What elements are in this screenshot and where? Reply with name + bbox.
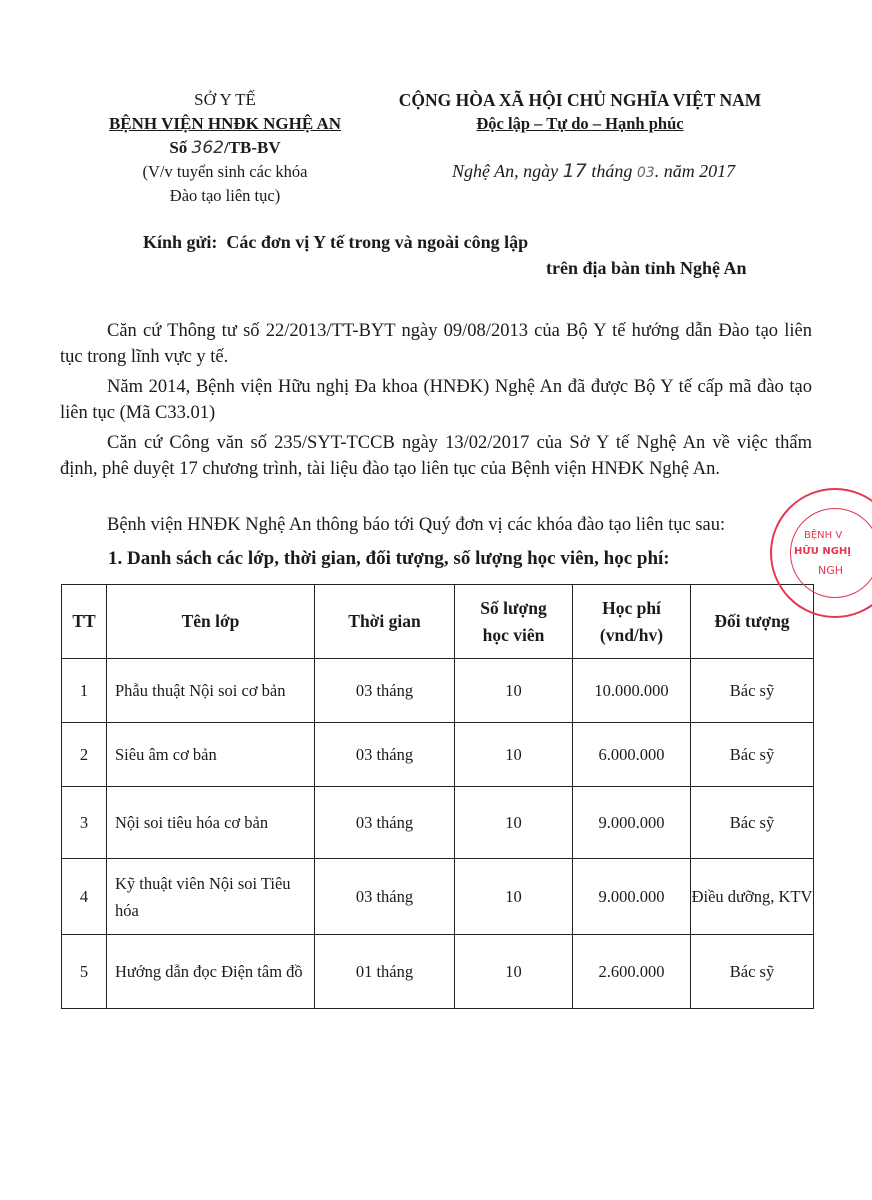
date-year: năm 2017 xyxy=(663,161,736,181)
number-handwritten: 362 xyxy=(191,138,224,158)
date-place: Nghệ An, ngày xyxy=(452,161,559,181)
header-left xyxy=(60,88,390,208)
recipient-line-2: trên địa bàn tỉnh Nghệ An xyxy=(546,258,747,278)
paragraph-official-letter: Căn cứ Công văn số 235/SYT-TCCB ngày 13/02/2017 của Sở Y tế Nghệ An về việc thẩm định, phê duyệt 17 chương trình, tài liệu đào tạo liên tục của Bệnh viện HNĐK Nghệ An. xyxy=(60,433,812,479)
header-count xyxy=(455,585,573,659)
paragraph-announcement: Bệnh viện HNĐK Nghệ An thông báo tới Quý đơn vị các khóa đào tạo liên tục sau: xyxy=(107,515,726,535)
table-row xyxy=(62,787,814,859)
number-suffix: /TB-BV xyxy=(223,138,281,157)
date-month: 03 xyxy=(636,165,655,181)
cell-name: Kỹ thuật viên Nội soi Tiêu hóa xyxy=(107,859,315,935)
cell-tt: 3 xyxy=(62,787,107,859)
recipient-label: Kính gửi: xyxy=(143,232,218,252)
table-row xyxy=(62,659,814,723)
table-row xyxy=(62,723,814,787)
table-row xyxy=(62,859,814,935)
subject-line-1: (V/v tuyển sinh các khóa xyxy=(142,162,308,181)
paragraph-training-code: Năm 2014, Bệnh viện Hữu nghị Đa khoa (HNĐK) Nghệ An đã được Bộ Y tế cấp mã đào tạo liên tục (Mã C33.01) xyxy=(60,377,812,423)
national-motto xyxy=(370,112,790,136)
header-count-line1: Số lượng xyxy=(480,597,547,618)
header-duration: Thời gian xyxy=(315,585,455,659)
cell-target: Bác sỹ xyxy=(691,723,814,787)
cell-name: Hướng dẫn đọc Điện tâm đồ xyxy=(107,935,315,1009)
ministry-name: SỞ Y TẾ xyxy=(194,90,256,109)
cell-target: Bác sỹ xyxy=(691,935,814,1009)
cell-count: 10 xyxy=(455,787,573,859)
document-number xyxy=(60,136,390,160)
national-title: CỘNG HÒA XÃ HỘI CHỦ NGHĨA VIỆT NAM xyxy=(398,90,762,110)
cell-fee: 6.000.000 xyxy=(573,723,691,787)
header-fee-line2: (vnd/hv) xyxy=(599,624,664,645)
cell-name: Siêu âm cơ bản xyxy=(107,723,315,787)
paragraph-legal-basis: Căn cứ Thông tư số 22/2013/TT-BYT ngày 09/08/2013 của Bộ Y tế hướng dẫn Đào tạo liên tục trong lĩnh vực y tế. xyxy=(60,321,812,367)
cell-fee: 10.000.000 xyxy=(573,659,691,723)
header-fee-line1: Học phí xyxy=(602,597,661,618)
cell-tt: 1 xyxy=(62,659,107,723)
cell-count: 10 xyxy=(455,659,573,723)
cell-tt: 2 xyxy=(62,723,107,787)
cell-duration: 03 tháng xyxy=(315,659,455,723)
cell-count: 10 xyxy=(455,723,573,787)
table-row xyxy=(62,935,814,1009)
header-right xyxy=(370,88,790,136)
date-line: Nghệ An, ngày 17 tháng 03. năm 2017 xyxy=(452,160,736,182)
cell-tt: 5 xyxy=(62,935,107,1009)
stamp-text-top: BỆNH V xyxy=(804,530,843,541)
recipient-text-1: Các đơn vị Y tế trong và ngoài công lập xyxy=(226,232,529,252)
date-month-label: tháng xyxy=(591,161,633,181)
cell-target: Bác sỹ xyxy=(691,659,814,723)
motto-text: Độc lập – Tự do – Hạnh phúc xyxy=(476,114,684,133)
stamp-text-bot: NGH xyxy=(818,564,844,577)
cell-fee: 2.600.000 xyxy=(573,935,691,1009)
header-fee xyxy=(573,585,691,659)
course-table xyxy=(61,584,814,1009)
cell-duration: 03 tháng xyxy=(315,723,455,787)
header-name: Tên lớp xyxy=(107,585,315,659)
cell-duration: 03 tháng xyxy=(315,859,455,935)
recipient-line-1 xyxy=(143,232,528,253)
number-prefix: Số xyxy=(169,138,188,157)
header-tt: TT xyxy=(62,585,107,659)
subject-line-2: Đào tạo liên tục) xyxy=(169,186,281,205)
cell-target: Điều dưỡng, KTV xyxy=(691,859,814,935)
date-day: 17 xyxy=(562,160,587,182)
cell-count: 10 xyxy=(455,859,573,935)
cell-name: Nội soi tiêu hóa cơ bản xyxy=(107,787,315,859)
cell-duration: 01 tháng xyxy=(315,935,455,1009)
cell-duration: 03 tháng xyxy=(315,787,455,859)
stamp-text-mid: HỮU NGHỊ xyxy=(794,546,851,557)
header-count-line2: học viên xyxy=(482,624,545,645)
header-target: Đối tượng xyxy=(691,585,814,659)
cell-count: 10 xyxy=(455,935,573,1009)
table-header-row xyxy=(62,585,814,659)
cell-fee: 9.000.000 xyxy=(573,787,691,859)
cell-fee: 9.000.000 xyxy=(573,859,691,935)
cell-target: Bác sỹ xyxy=(691,787,814,859)
section-heading: 1. Danh sách các lớp, thời gian, đối tượng, số lượng học viên, học phí: xyxy=(108,548,670,569)
cell-tt: 4 xyxy=(62,859,107,935)
hospital-name: BỆNH VIỆN HNĐK NGHỆ AN xyxy=(108,114,342,133)
cell-name: Phẫu thuật Nội soi cơ bản xyxy=(107,659,315,723)
